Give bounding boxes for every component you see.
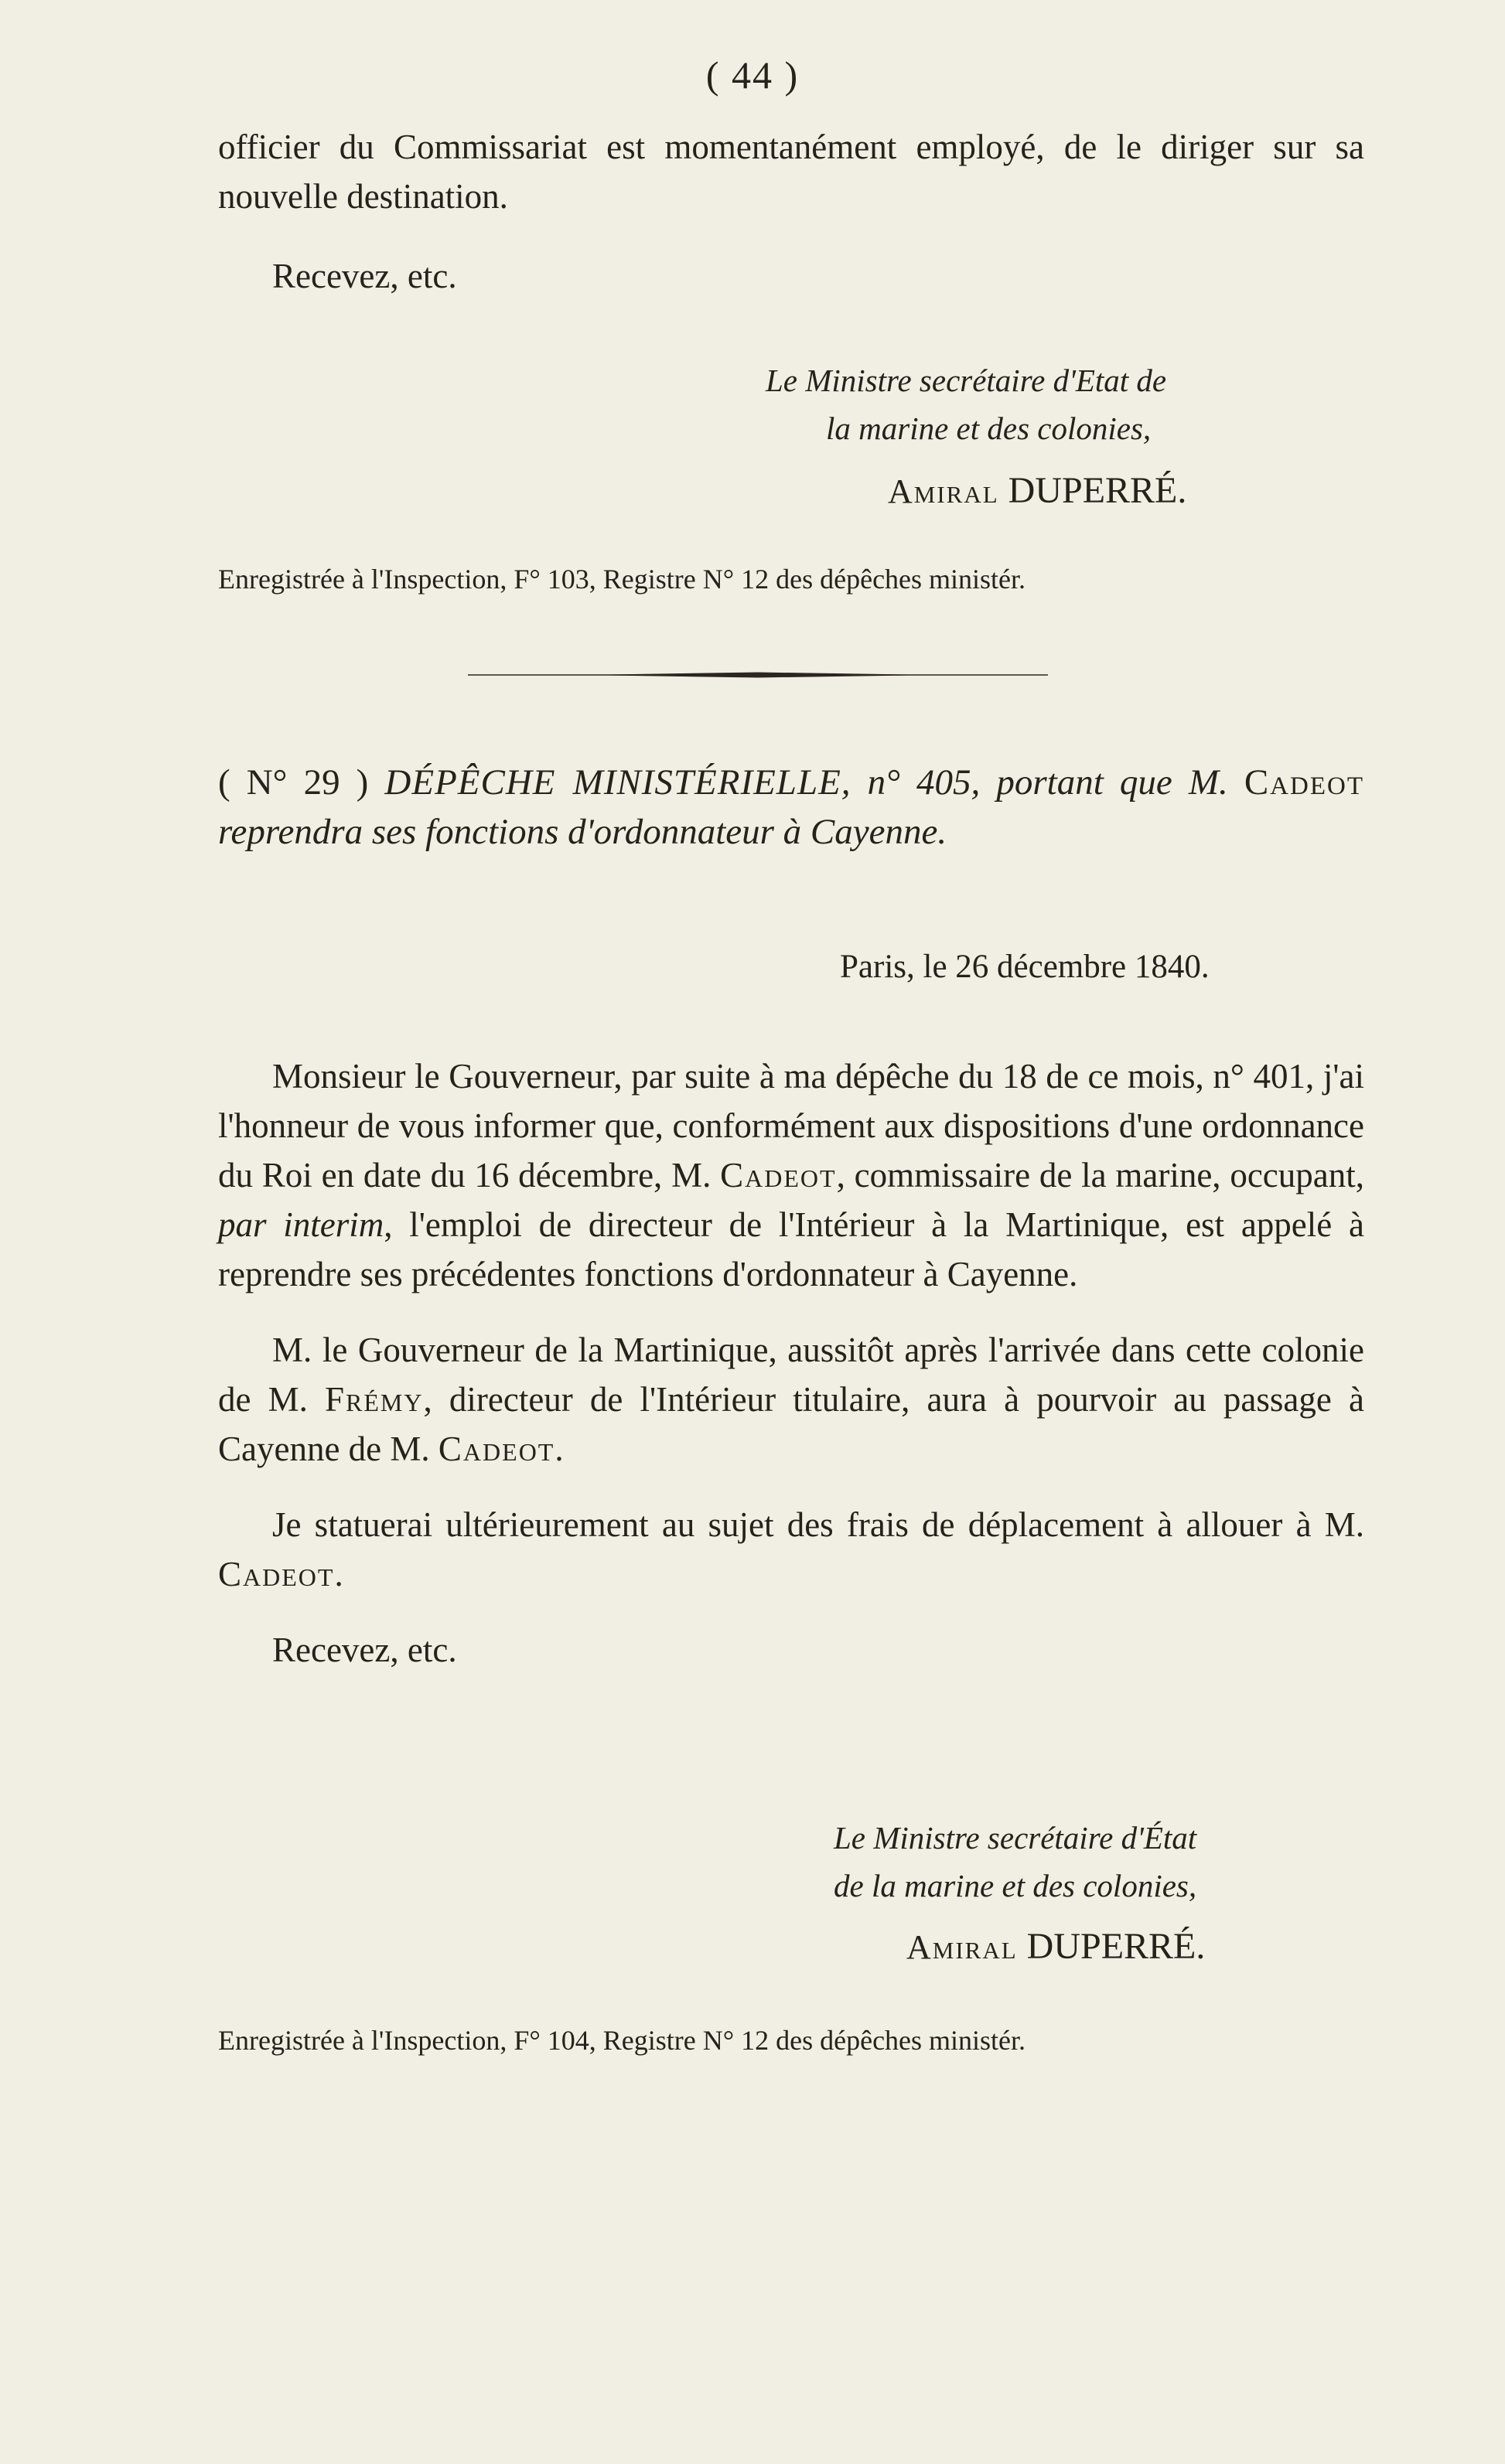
- letter2-signature-block: [834, 1814, 1196, 1910]
- p2-text-a: M. le Gouverneur de la Martinique, aussitôt après l'arrivée dans cette colonie de M.: [218, 1331, 1364, 1419]
- p2-text-c: .: [555, 1430, 564, 1468]
- continuation-paragraph: officier du Commissariat est momentanément employé, de le diriger sur sa nouvelle destination.: [218, 128, 1364, 216]
- paragraph-1: [218, 1051, 1364, 1299]
- p2-text-b: , directeur de l'Intérieur titulaire, aura à pourvoir au passage à Cayenne de M.: [218, 1380, 1364, 1468]
- p1-text-c: , l'emploi de directeur de l'Intérieur à la Martinique, est appelé à reprendre ses précédentes fonctions d'ordonnateur à Cayenne.: [218, 1205, 1364, 1293]
- page-number: ( 44 ): [705, 53, 800, 97]
- p1-text-b: , commissaire de la marine, occupant,: [836, 1156, 1365, 1195]
- letter2-heading: [218, 758, 1364, 857]
- letter2-registration: Enregistrée à l'Inspection, F° 104, Registre N° 12 des dépêches ministér.: [218, 2025, 1026, 2056]
- signature-line-2: la marine et des colonies,: [826, 411, 1152, 446]
- dispatch-date: Paris, le 26 décembre 1840.: [840, 949, 1210, 985]
- letter1-continuation: [218, 122, 1364, 221]
- p3-text-a: Je statuerai ultérieurement au sujet des frais de déplacement à allouer à M.: [272, 1505, 1364, 1544]
- p3-name: Cadeot: [218, 1555, 335, 1593]
- paragraph-2: [218, 1325, 1364, 1474]
- signatory-title: Amiral: [888, 472, 999, 510]
- signatory-title: Amiral: [906, 1928, 1018, 1966]
- p1-text-a: Monsieur le Gouverneur, par suite à ma dépêche du 18 de ce mois, n° 401, j'ai l'honneur de vous informer que, conformément aux dispositions d'une ordonnance du Roi en date du 16 décembre, M.: [218, 1057, 1364, 1195]
- p1-italic: par interim: [218, 1205, 384, 1244]
- dispatch-title: [218, 758, 1364, 857]
- dispatch-no: n° 405,: [867, 762, 981, 803]
- letter2-closing: Recevez, etc.: [272, 1631, 457, 1669]
- signature-line-2: de la marine et des colonies,: [834, 1868, 1197, 1903]
- closing-text: Recevez, etc.: [272, 257, 457, 295]
- heading-text-2: reprendra ses fonctions d'ordonnateur à Cayenne.: [218, 812, 947, 852]
- signature-line-1: Le Ministre secrétaire d'État: [834, 1820, 1197, 1856]
- signatory-name: DUPERRÉ.: [1026, 1926, 1206, 1967]
- letter2-signatory: [906, 1925, 1205, 1968]
- dispatch-type: DÉPÊCHE MINISTÉRIELLE,: [384, 762, 851, 803]
- letter1-signature-block: [766, 356, 1166, 452]
- signature-line-1: Le Ministre secrétaire d'Etat de: [766, 363, 1167, 398]
- section-divider: [468, 671, 1048, 679]
- heading-name: Cadeot: [1244, 762, 1364, 803]
- signatory-name: DUPERRÉ.: [1008, 470, 1187, 511]
- p2-name-1: Frémy: [325, 1380, 424, 1419]
- dispatch-number: ( N° 29 ): [218, 762, 369, 803]
- p2-name-2: Cadeot: [438, 1430, 555, 1468]
- p1-name: Cadeot: [720, 1156, 837, 1195]
- letter1-registration: Enregistrée à l'Inspection, F° 103, Registre N° 12 des dépêches ministér.: [218, 564, 1026, 595]
- p3-text-b: .: [334, 1555, 343, 1593]
- letter1-closing: [218, 251, 1364, 301]
- letter2-body: [218, 1051, 1364, 1675]
- paragraph-3: [218, 1500, 1364, 1599]
- heading-text-1: portant que M.: [996, 762, 1228, 803]
- letter1-signatory: [888, 469, 1186, 512]
